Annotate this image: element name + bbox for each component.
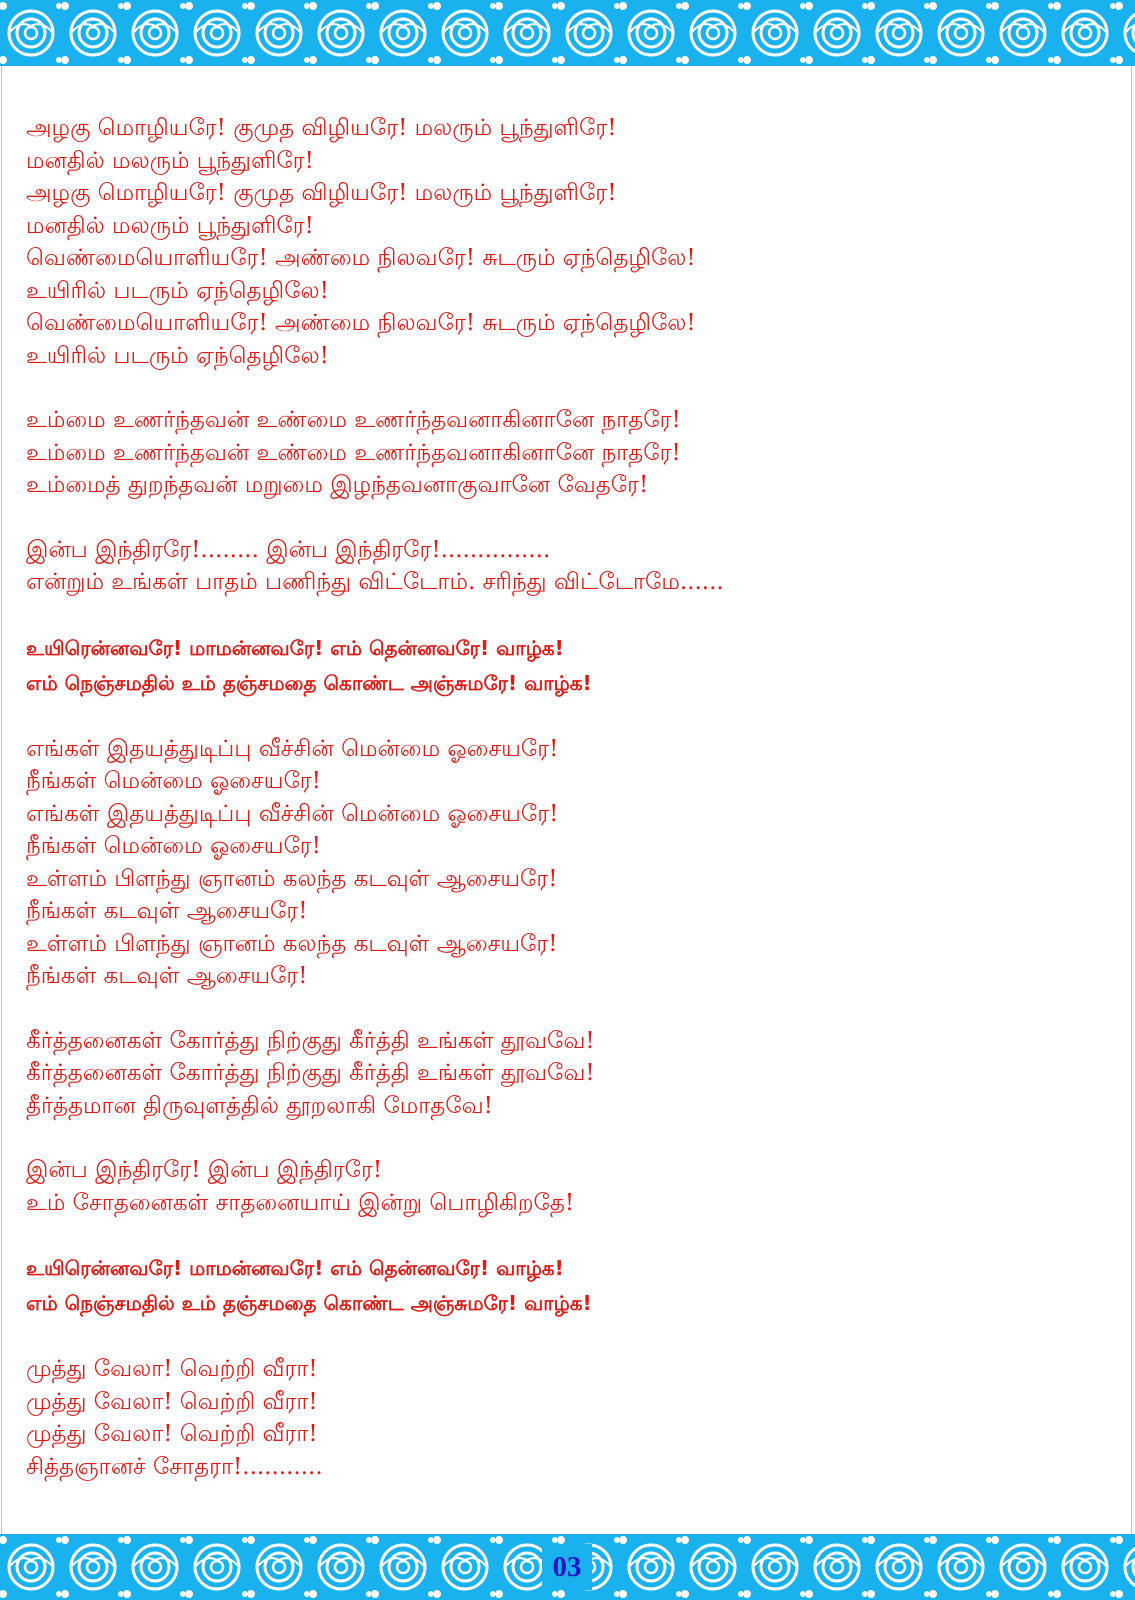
lyric-line: உயிரில் படரும் ஏந்தெழிலே! — [26, 277, 329, 304]
chorus-block — [26, 631, 1106, 701]
lyric-line: முத்து வேலா! வெற்றி வீரா! — [26, 1356, 318, 1382]
lyric-line: உம்மைத் துறந்தவன் மறுமை இழந்தவனாகுவானே வேதரே! — [26, 472, 649, 498]
lyric-line: அழகு மொழியரே! குமுத விழியரே! மலரும் பூந்துளிரே! — [26, 180, 617, 206]
lyric-line: கீர்த்தனைகள் கோர்த்து நிற்குது கீர்த்தி உங்கள் தூவவே! — [26, 1060, 595, 1086]
page-number: 03 — [552, 1551, 582, 1583]
lyric-line: இன்ப இந்திரரே! இன்ப இந்திரரே! — [26, 1157, 383, 1183]
chorus-line: எம் நெஞ்சமதில் உம் தஞ்சமதை கொண்ட அஞ்சுமரே! வாழ்க! — [26, 670, 592, 695]
lyric-line: நீங்கள் மென்மை ஓசையரே! — [26, 768, 321, 794]
lyric-line: நீங்கள் கடவுள் ஆசையரே! — [26, 963, 308, 989]
lyric-line: வெண்மையொளியரே! அண்மை நிலவரே! சுடரும் ஏந்தெழிலே! — [26, 245, 696, 271]
floral-pattern-top — [0, 0, 1135, 66]
lyric-line: இன்ப இந்திரரே!........ இன்ப இந்திரரே!............... — [26, 536, 551, 563]
lyrics-body — [26, 112, 1106, 1515]
verse-block — [26, 534, 1106, 599]
verse-block — [26, 1353, 1106, 1483]
lyric-line: என்றும் உங்கள் பாதம் பணிந்து விட்டோம். சரிந்து விட்டோமே...... — [26, 569, 724, 595]
lyric-line: முத்து வேலா! வெற்றி வீரா! — [26, 1421, 318, 1447]
lyric-line: எங்கள் இதயத்துடிப்பு வீச்சின் மென்மை ஓசையரே! — [26, 800, 559, 827]
chorus-block — [26, 1251, 1106, 1321]
top-floral-border — [0, 0, 1135, 66]
lyric-line: முத்து வேலா! வெற்றி வீரா! — [26, 1388, 318, 1415]
lyric-line: உள்ளம் பிளந்து ஞானம் கலந்த கடவுள் ஆசையரே! — [26, 865, 558, 892]
lyric-line: உள்ளம் பிளந்து ஞானம் கலந்த கடவுள் ஆசையரே! — [26, 930, 558, 957]
lyric-line: கீர்த்தனைகள் கோர்த்து நிற்குது கீர்த்தி உங்கள் தூவவே! — [26, 1027, 595, 1054]
verse-block — [26, 733, 1106, 993]
lyric-line: நீங்கள் மென்மை ஓசையரே! — [26, 833, 321, 859]
lyric-line: வெண்மையொளியரே! அண்மை நிலவரே! சுடரும் ஏந்தெழிலே! — [26, 310, 696, 336]
verse-block — [26, 112, 1106, 372]
lyric-line: சித்தஞானச் சோதரா!........... — [26, 1453, 323, 1480]
verse-block — [26, 1025, 1106, 1123]
chorus-line: எம் நெஞ்சமதில் உம் தஞ்சமதை கொண்ட அஞ்சுமரே! வாழ்க! — [26, 1291, 592, 1315]
lyric-line: உயிரில் படரும் ஏந்தெழிலே! — [26, 342, 329, 369]
lyric-line: நீங்கள் கடவுள் ஆசையரே! — [26, 898, 308, 924]
lyric-line: உம்மை உணர்ந்தவன் உண்மை உணர்ந்தவனாகினானே நாதரே! — [26, 407, 681, 433]
lyric-line: மனதில் மலரும் பூந்துளிரே! — [26, 212, 314, 239]
verse-block — [26, 1154, 1106, 1219]
lyric-line: மனதில் மலரும் பூந்துளிரே! — [26, 147, 314, 174]
lyric-line: தீர்த்தமான திருவுளத்தில் தூறலாகி மோதவே! — [26, 1092, 493, 1119]
chorus-line: உயிரென்னவரே! மாமன்னவரே! எம் தென்னவரே! வாழ்க! — [26, 635, 564, 660]
lyric-line: உம்மை உணர்ந்தவன் உண்மை உணர்ந்தவனாகினானே நாதரே! — [26, 439, 681, 466]
verse-block — [26, 404, 1106, 502]
lyric-line: அழகு மொழியரே! குமுத விழியரே! மலரும் பூந்துளிரே! — [26, 115, 617, 141]
chorus-line: உயிரென்னவரே! மாமன்னவரே! எம் தென்னவரே! வாழ்க! — [26, 1256, 564, 1280]
lyric-line: உம் சோதனைகள் சாதனையாய் இன்று பொழிகிறதே! — [26, 1189, 575, 1216]
lyric-line: எங்கள் இதயத்துடிப்பு வீச்சின் மென்மை ஓசையரே! — [26, 735, 559, 762]
